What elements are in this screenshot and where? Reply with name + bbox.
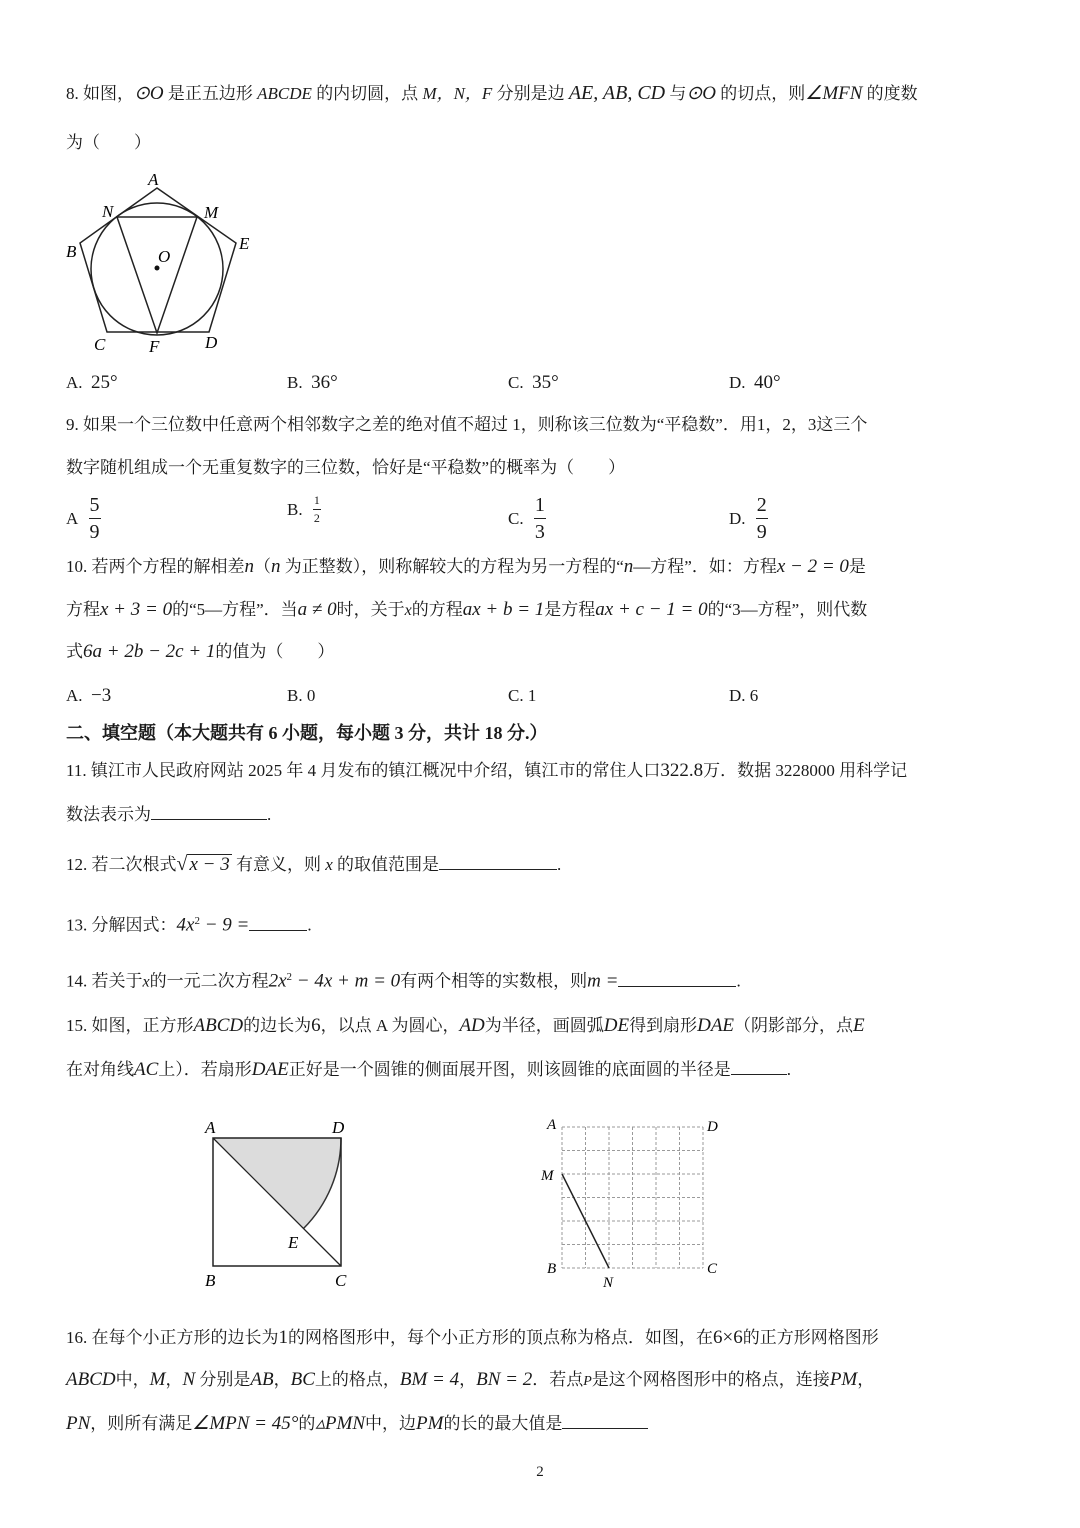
pentagon-diagram bbox=[60, 165, 280, 360]
q10-stem-line3: 式6a + 2b − 2c + 1的值为（ ） bbox=[66, 641, 335, 662]
q9-option-c: C. $\frac{1}{3}$ bbox=[508, 494, 545, 543]
q8-text: 是正五边形 bbox=[163, 84, 258, 103]
q12-stem: 12. 若二次根式√ x − 3 有意义，则 x 的取值范围是 . bbox=[66, 853, 562, 875]
q8-points: M，N，F bbox=[422, 84, 493, 103]
q8-circle-o: ⊙O bbox=[134, 83, 164, 104]
q14-answer-blank[interactable] bbox=[618, 970, 736, 987]
q16-answer-blank[interactable] bbox=[562, 1412, 648, 1429]
q8-text: 的度数 bbox=[862, 84, 918, 103]
q12-answer-blank[interactable] bbox=[439, 853, 557, 870]
q10-stem-line1: 10. 若两个方程的解相差n（n 为正整数），则称解较大的方程为另一方程的“n—方程”．如：方程x − 2 = 0是 bbox=[66, 556, 866, 577]
svg-text:A: A bbox=[148, 170, 159, 189]
q10-stem-line2: 方程x + 3 = 0的“5—方程”．当a ≠ 0时，关于x的方程ax + b = 1是方程ax + c − 1 = 0的“3—方程”，则代数 bbox=[66, 599, 868, 620]
q16-stem-line3: PN，则所有满足∠MPN = 45°的▵PMN中，边PM的长的最大值是 bbox=[66, 1412, 648, 1435]
q9-stem-line2: 数字随机组成一个无重复数字的三位数，恰好是“平稳数”的概率为（ ） bbox=[66, 458, 626, 477]
svg-text:C: C bbox=[94, 335, 106, 354]
svg-text:M: M bbox=[204, 203, 219, 222]
q13-answer-blank[interactable] bbox=[249, 914, 307, 931]
svg-text:B: B bbox=[66, 242, 77, 261]
square-sector-diagram bbox=[190, 1105, 370, 1295]
q16-grid-figure bbox=[530, 1105, 730, 1295]
q15-stem-line2: 在对角线AC上）．若扇形DAE正好是一个圆锥的侧面展开图，则该圆锥的底面圆的半径是 . bbox=[66, 1059, 791, 1080]
svg-text:O: O bbox=[158, 247, 171, 266]
q9-option-a: A $\frac{5}{9}$ bbox=[66, 494, 100, 543]
q14-stem: 14. 若关于x的一元二次方程$2x^2 - 4x + m = 0$有两个相等的实数根，则m = . bbox=[66, 970, 741, 992]
q16-stem-line2: ABCD中，M，N 分别是AB，BC上的格点，BM = 4，BN = 2．若点P是这个网格图形中的格点，连接PM， bbox=[66, 1369, 875, 1390]
q9-option-d: D. $\frac{2}{9}$ bbox=[729, 494, 767, 543]
q8-pentagon-figure bbox=[60, 165, 280, 360]
q8-stem-line2: 为（ ） bbox=[66, 133, 151, 152]
q8-text: 的内切圆，点 bbox=[311, 84, 423, 103]
q8-pentagon: ABCDE bbox=[257, 84, 312, 103]
page-number: 2 bbox=[536, 1464, 544, 1480]
q8-option-d: D. 40° bbox=[729, 372, 781, 393]
q15-answer-blank[interactable] bbox=[731, 1058, 787, 1075]
q11-answer-blank[interactable] bbox=[151, 803, 267, 820]
q9-option-c-fraction: $\frac{1}{3}$ bbox=[534, 494, 545, 543]
svg-text:B: B bbox=[547, 1261, 557, 1277]
q8-stem-line1 bbox=[66, 82, 918, 105]
q9-option-b: B. $\frac{1}{2}$ bbox=[287, 493, 320, 525]
svg-text:C: C bbox=[335, 1271, 347, 1290]
q8-circle-o: ⊙O bbox=[686, 83, 717, 104]
q10-option-c: C. 1 bbox=[508, 686, 537, 705]
q16-stem-line1: 16. 在每个小正方形的边长为1的网格图形中，每个小正方形的顶点称为格点．如图，在6×6的正方形网格图形 bbox=[66, 1327, 879, 1348]
q8-option-c: C. 35° bbox=[508, 372, 559, 393]
q8-edges: AE, AB, CD bbox=[568, 82, 666, 104]
q10-option-b: B. 0 bbox=[287, 686, 316, 705]
svg-text:A: A bbox=[547, 1117, 557, 1133]
q11-stem-line2: 数法表示为 . bbox=[66, 805, 272, 824]
q8-text: 8. 如图， bbox=[66, 84, 134, 103]
svg-text:M: M bbox=[541, 1168, 554, 1184]
svg-text:E: E bbox=[288, 1233, 299, 1252]
svg-text:N: N bbox=[603, 1275, 614, 1291]
svg-text:E: E bbox=[239, 234, 250, 253]
svg-text:D: D bbox=[205, 333, 218, 352]
q8-text: 与 bbox=[665, 84, 687, 103]
grid-diagram bbox=[530, 1105, 730, 1295]
svg-text:D: D bbox=[707, 1119, 718, 1135]
q15-square-figure bbox=[190, 1105, 370, 1295]
q8-option-a: A. 25° bbox=[66, 372, 118, 393]
q8-option-b: B. 36° bbox=[287, 372, 338, 393]
q8-angle: ∠MFN bbox=[805, 83, 863, 104]
q9-stem-line1: 9. 如果一个三位数中任意两个相邻数字之差的绝对值不超过 1，则称该三位数为“平稳数”．用1，2，3这三个 bbox=[66, 415, 868, 434]
svg-text:D: D bbox=[332, 1118, 345, 1137]
svg-text:A: A bbox=[205, 1118, 216, 1137]
svg-text:C: C bbox=[707, 1261, 718, 1277]
q12-radicand: x − 3 bbox=[189, 854, 230, 875]
q8-text: 分别是边 bbox=[492, 84, 569, 103]
q10-option-d: D. 6 bbox=[729, 686, 759, 705]
q8-text: 的切点，则 bbox=[716, 84, 806, 103]
svg-text:F: F bbox=[149, 337, 160, 356]
q9-option-d-fraction: $\frac{2}{9}$ bbox=[756, 494, 767, 543]
svg-text:N: N bbox=[102, 202, 114, 221]
q9-option-a-fraction: $\frac{5}{9}$ bbox=[89, 494, 100, 543]
section-2-heading: 二、填空题（本大题共有 6 小题，每小题 3 分，共计 18 分.） bbox=[66, 723, 548, 743]
q13-stem: 13. 分解因式：$4x^2 - 9$ = . bbox=[66, 914, 312, 936]
q15-stem-line1: 15. 如图，正方形ABCD的边长为6，以点 A 为圆心，AD为半径，画圆弧DE得到扇形DAE（阴影部分，点E bbox=[66, 1015, 865, 1036]
q9-option-b-fraction: $\frac{1}{2}$ bbox=[313, 493, 320, 525]
q11-stem-line1: 11. 镇江市人民政府网站 2025 年 4 月发布的镇江概况中介绍，镇江市的常住人口322.8万．数据 3228000 用科学记 bbox=[66, 760, 908, 781]
q10-option-a: A. −3 bbox=[66, 685, 112, 706]
svg-text:B: B bbox=[205, 1271, 216, 1290]
